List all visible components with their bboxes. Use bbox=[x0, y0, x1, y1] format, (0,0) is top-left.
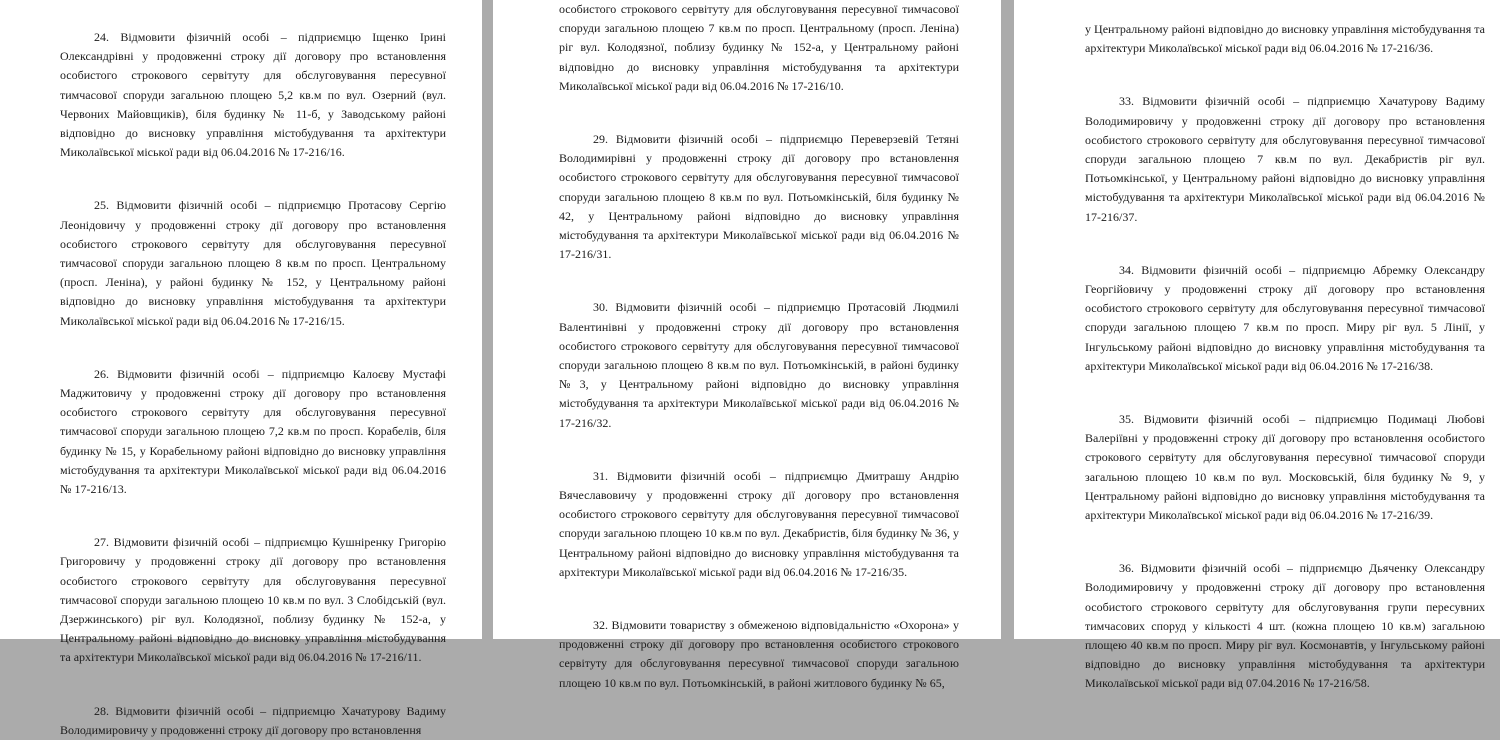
paragraph-24: 24. Відмовити фізичній особі – підприємцю Іщенко Ірині Олександрівні у продовженні строку дії договору про встановлення особистого строкового сервітуту для обслуговування пересувної тимчасової споруди загальною площею 5,2 кв.м по вул. Озерний (вул. Червоних Майовщиків), біля будинку № 11-б, у Заводському районі відповідно до висновку управління містобудування та архітектури Миколаївської міської ради від 06.04.2016 № 17-216/16. bbox=[60, 30, 446, 160]
paragraph-28: 28. Відмовити фізичній особі – підприємцю Хачатурову Вадиму Володимировичу у продовженні строку дії договору про встановлення bbox=[60, 703, 446, 737]
paragraph-31: 31. Відмовити фізичній особі – підприємцю Дмитрашу Андрію Вячеславовичу у продовженні строку дії договору про встановлення особистого строкового сервітуту для обслуговування пересувної тимчасової споруди загальною площею 10 кв.м по вул. Декабристів, біля будинку № 36, у Центральному районі відповідно до висновку управління містобудування та архітектури Миколаївської міської ради від 06.04.2016 № 17-216/35. bbox=[559, 468, 959, 579]
paragraph-33: 33. Відмовити фізичній особі – підприємцю Хачатурову Вадиму Володимировичу у продовженні строку дії договору про встановлення особистого строкового сервітуту для обслуговування пересувної тимчасової споруди загальною площею 7 кв.м по вул. Декабристів ріг вул. Потьомкінської, у Центральному районі відповідно до висновку управління містобудування та архітектури Миколаївської міської ради від 06.04.2016 № 17-216/37. bbox=[1085, 94, 1485, 224]
paragraph-28-continued: особистого строкового сервітуту для обслуговування пересувної тимчасової споруди загальною площею 7 кв.м по просп. Центральному (просп. Леніна) ріг вул. Колодязної, поблизу будинку № 152-а, у Центральному районі відповідно до висновку управління містобудування та архітектури Миколаївської міської ради від 06.04.2016 № 17-216/10. bbox=[559, 2, 959, 93]
paragraph-36: 36. Відмовити фізичній особі – підприємцю Дьяченку Олександру Володимировичу у продовженні строку дії договору про встановлення особистого строкового сервітуту для обслуговування групи пересувних тимчасових споруд у кількості 4 шт. (кожна площею 10 кв.м) загальною площею 40 кв.м по просп. Миру ріг вул. Космонавтів, у Інгульському районі відповідно до висновку управління містобудування та архітектури Миколаївської міської ради від 07.04.2016 № 17-216/58. bbox=[1085, 561, 1485, 691]
paragraph-34: 34. Відмовити фізичній особі – підприємцю Абремку Олександру Георгійовичу у продовженні строку дії договору про встановлення особистого строкового сервітуту для обслуговування пересувної тимчасової споруди загальною площею 7 кв.м по просп. Миру ріг вул. 5 Лінії, у Інгульському районі відповідно до висновку управління містобудування та архітектури Миколаївської міської ради від 06.04.2016 № 17-216/38. bbox=[1085, 262, 1485, 373]
document-page-1 bbox=[0, 0, 482, 737]
paragraph-32: 32. Відмовити товариству з обмеженою відповідальністю «Охорона» у продовженні строку дії договору про встановлення особистого строкового сервітуту для обслуговування пересувної тимчасової споруди загальною площею 10 кв.м по вул. Потьомкінській, в районі житлового будинку № 65, bbox=[559, 618, 959, 690]
paragraph-35: 35. Відмовити фізичній особі – підприємцю Подимаці Любові Валеріївні у продовженні строку дії договору про встановлення особистого строкового сервітуту для обслуговування пересувної тимчасової споруди загальною площею 10 кв.м по вул. Московській, біля будинку № 9, у Центральному районі відповідно до висновку управління містобудування та архітектури Миколаївської міської ради від 06.04.2016 № 17-216/39. bbox=[1085, 412, 1485, 523]
paragraph-32-continued: у Центральному районі відповідно до висновку управління містобудування та архітектури Миколаївської міської ради від 06.04.2016 № 17-216/36. bbox=[1085, 22, 1485, 56]
paragraph-25: 25. Відмовити фізичній особі – підприємцю Протасову Сергію Леонідовичу у продовженні строку дії договору про встановлення особистого строкового сервітуту для обслуговування пересувної тимчасової споруди загальною площею 8 кв.м по просп. Центральному (просп. Леніна), у районі будинку № 152, у Центральному районі відповідно до висновку управління містобудування та архітектури Миколаївської міської ради від 06.04.2016 № 17-216/15. bbox=[60, 198, 446, 328]
paragraph-27: 27. Відмовити фізичній особі – підприємцю Кушніренку Григорію Григоровичу у продовженні строку дії договору про встановлення особистого строкового сервітуту для обслуговування пересувної тимчасової споруди загальною площею 10 кв.м по вул. 3 Слобідській (вул. Дзержинського) ріг вул. Колодязної, поблизу будинку № 152-а, у Центральному районі відповідно до висновку управління містобудування та архітектури Миколаївської міської ради від 06.04.2016 № 17-216/11. bbox=[60, 535, 446, 665]
paragraph-29: 29. Відмовити фізичній особі – підприємцю Переверзевій Тетяні Володимирівні у продовженні строку дії договору про встановлення особистого строкового сервітуту для обслуговування пересувної тимчасової споруди загальною площею 8 кв.м по вул. Потьомкінській, біля будинку № 42, у Центральному районі відповідно до висновку управління містобудування та архітектури Миколаївської міської ради від 06.04.2016 № 17-216/31. bbox=[559, 132, 959, 262]
document-page-3 bbox=[1014, 0, 1500, 691]
page-1-text bbox=[60, 28, 446, 740]
paragraph-26: 26. Відмовити фізичній особі – підприємцю Калоєву Мустафі Маджитовичу у продовженні строку дії договору про встановлення особистого строкового сервітуту для обслуговування пересувної тимчасової споруди загальною площею 7,2 кв.м по просп. Корабелів, біля будинку № 15, у Корабельному районі відповідно до висновку управління містобудування та архітектури Миколаївської міської ради від 06.04.2016 № 17-216/13. bbox=[60, 366, 446, 497]
page-2-text bbox=[559, 0, 959, 693]
paragraph-30: 30. Відмовити фізичній особі – підприємцю Протасовій Людмилі Валентинівні у продовженні строку дії договору про встановлення особистого строкового сервітуту для обслуговування пересувної тимчасової споруди загальною площею 8 кв.м по вул. Потьомкінській, в районі будинку №3, у Центральному районі відповідно до висновку управління містобудування та архітектури Миколаївської міської ради від 06.04.2016 № 17-216/32. bbox=[559, 300, 959, 430]
document-page-2 bbox=[493, 0, 1001, 690]
page-3-text bbox=[1085, 20, 1485, 694]
